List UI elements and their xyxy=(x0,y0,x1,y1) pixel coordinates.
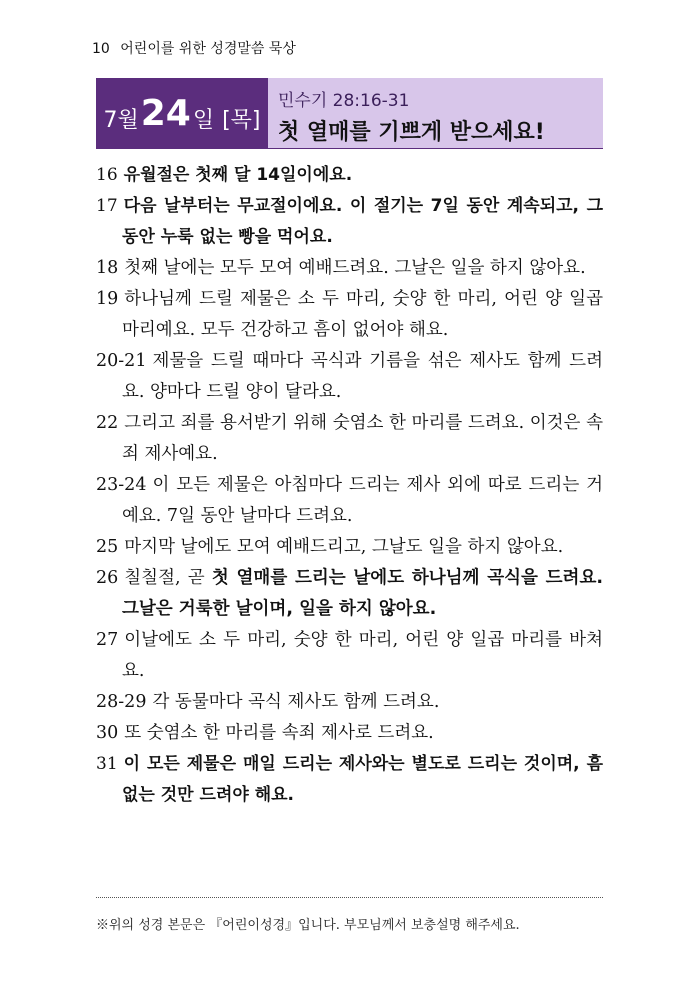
verse-31: 31 이 모든 제물은 매일 드리는 제사와는 별도로 드리는 것이며, 흠 없는 것만 드려야 해요. xyxy=(96,754,603,805)
date-weekday: [목] xyxy=(222,107,261,133)
verse-17: 17 다음 날부터는 무교절이에요. 이 절기는 7일 동안 계속되고, 그동안 누룩 없는 빵을 먹어요. xyxy=(96,196,603,247)
verse-20-21: 20-21 제물을 드릴 때마다 곡식과 기름을 섞은 제사도 함께 드려요. 양마다 드릴 양이 달라요. xyxy=(96,351,603,402)
devotion-title: 첫 열매를 기쁘게 받으세요! xyxy=(278,120,545,145)
verse-list xyxy=(96,160,603,811)
date-day-unit: 일 xyxy=(192,107,215,133)
devotion-banner xyxy=(96,78,603,148)
verse-19: 19 하나님께 드릴 제물은 소 두 마리, 숫양 한 마리, 어린 양 일곱 마리예요. 모두 건강하고 흠이 없어야 해요. xyxy=(96,289,603,340)
verse-25: 25 마지막 날에도 모여 예배드리고, 그날도 일을 하지 않아요. xyxy=(96,537,564,557)
verse-28-29: 28-29 각 동물마다 곡식 제사도 함께 드려요. xyxy=(96,692,440,712)
date-day: 24 xyxy=(140,92,191,134)
date-month: 7월 xyxy=(103,107,139,133)
verse-26-emphasis: 첫 열매를 드리는 날에도 하나님께 곡식을 드려요. 그날은 거룩한 날이며, 일을 하지 않아요. xyxy=(122,568,603,619)
verse-23-24: 23-24 이 모든 제물은 아침마다 드리는 제사 외에 따로 드리는 거예요. 7일 동안 날마다 드려요. xyxy=(96,475,603,526)
verse-22: 22 그리고 죄를 용서받기 위해 숫염소 한 마리를 드려요. 이것은 속죄 제사예요. xyxy=(96,413,603,464)
banner-rule xyxy=(96,148,603,149)
footnote: ※위의 성경 본문은 『어린이성경』입니다. 부모님께서 보충설명 해주세요. xyxy=(96,918,520,933)
verse-16: 16 유월절은 첫째 달 14일이에요. xyxy=(96,165,353,185)
verse-30: 30 또 숫염소 한 마리를 속죄 제사로 드려요. xyxy=(96,723,434,743)
verse-18: 18 첫째 날에는 모두 모여 예배드려요. 그날은 일을 하지 않아요. xyxy=(96,258,586,278)
running-header xyxy=(92,38,296,58)
footnote-rule xyxy=(96,897,603,898)
date-box xyxy=(96,78,268,148)
verse-27: 27 이날에도 소 두 마리, 숫양 한 마리, 어린 양 일곱 마리를 바쳐요. xyxy=(96,630,603,681)
scripture-reference: 민수기 28:16-31 xyxy=(278,91,410,111)
title-box xyxy=(268,78,603,148)
book-title: 어린이를 위한 성경말씀 묵상 xyxy=(120,41,296,57)
page-number: 10 xyxy=(92,41,110,57)
verse-26: 26 칠칠절, 곧 첫 열매를 드리는 날에도 하나님께 곡식을 드려요. 그날은 거룩한 날이며, 일을 하지 않아요. xyxy=(96,568,603,619)
